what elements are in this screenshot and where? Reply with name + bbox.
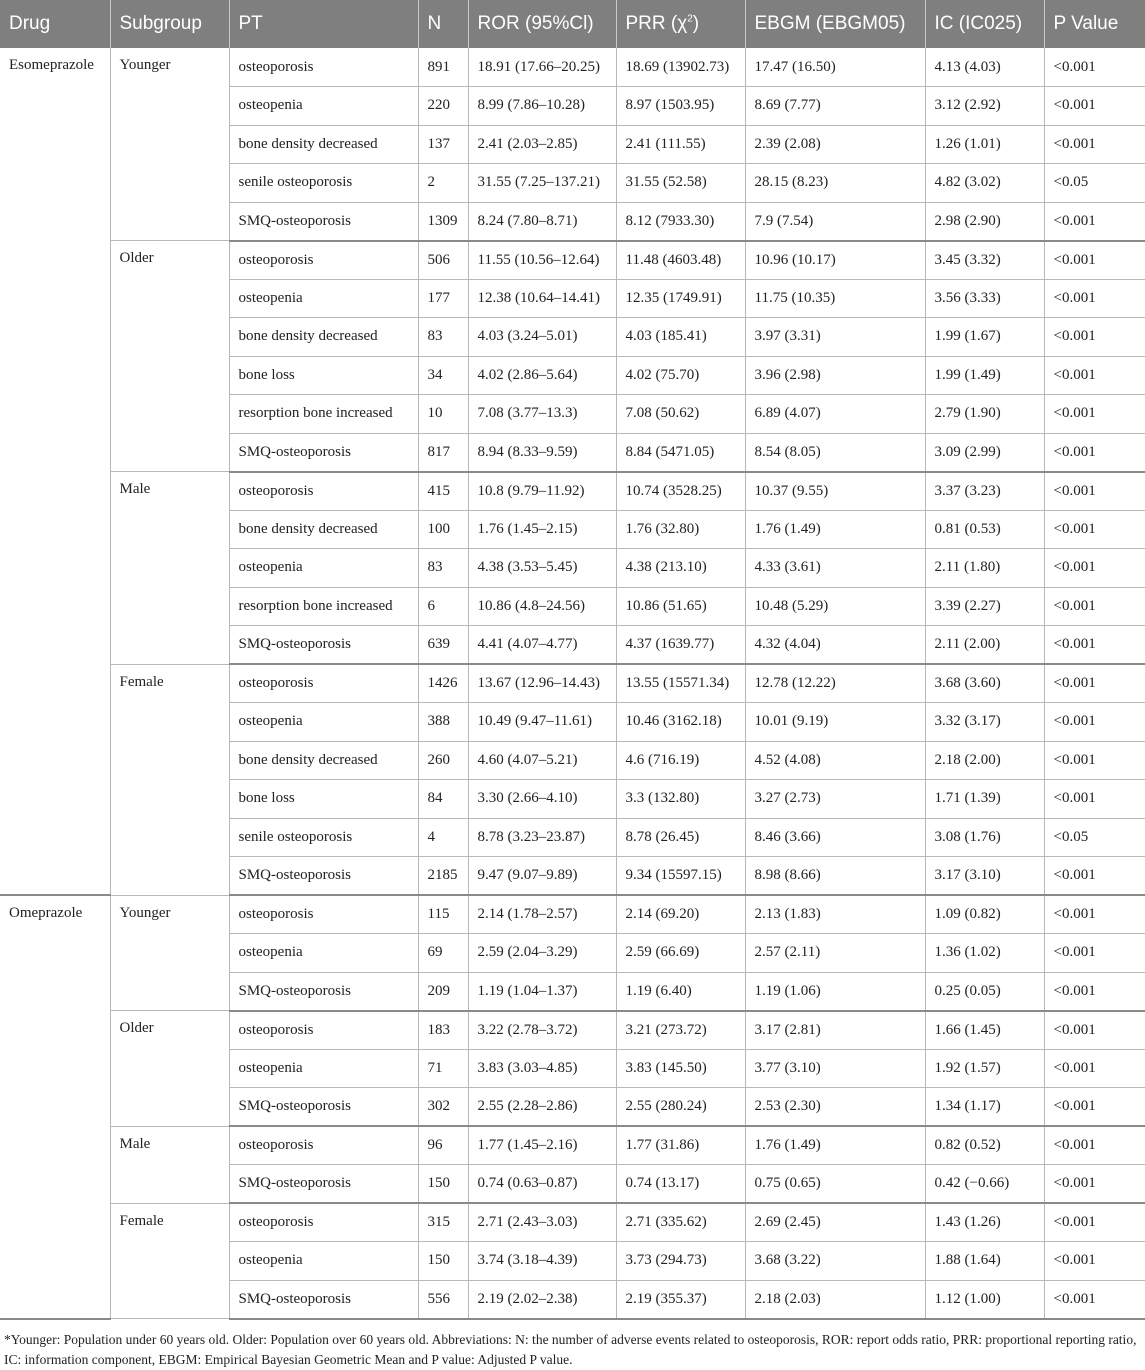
prr-cell: 8.78 (26.45) [616,818,745,857]
pt-cell: osteopenia [229,1049,418,1088]
p-value-cell: <0.001 [1044,1088,1145,1127]
p-value-cell: <0.001 [1044,626,1145,665]
ebgm-cell: 2.57 (2.11) [745,934,925,973]
ic-cell: 0.42 (−0.66) [925,1165,1044,1204]
ic-cell: 3.08 (1.76) [925,818,1044,857]
pt-cell: bone density decreased [229,318,418,357]
header-prr-prefix: PRR ( [625,13,678,34]
table-row [0,1203,1145,1242]
n-cell: 6 [418,587,468,626]
header-subgroup: Subgroup [110,0,229,48]
ebgm-cell: 1.76 (1.49) [745,1126,925,1165]
pt-cell: bone density decreased [229,741,418,780]
n-cell: 1309 [418,202,468,241]
n-cell: 556 [418,1280,468,1319]
ror-cell: 9.47 (9.07–9.89) [468,857,616,896]
n-cell: 4 [418,818,468,857]
pt-cell: SMQ-osteoporosis [229,1165,418,1204]
n-cell: 209 [418,972,468,1011]
n-cell: 96 [418,1126,468,1165]
subgroup-cell: Male [110,472,229,665]
table-row [0,48,1145,87]
ror-cell: 11.55 (10.56–12.64) [468,241,616,280]
ic-cell: 3.37 (3.23) [925,472,1044,511]
p-value-cell: <0.001 [1044,395,1145,434]
header-ebgm: EBGM (EBGM05) [745,0,925,48]
n-cell: 315 [418,1203,468,1242]
prr-cell: 31.55 (52.58) [616,164,745,203]
p-value-cell: <0.001 [1044,857,1145,896]
subgroup-cell: Female [110,664,229,895]
ror-cell: 2.59 (2.04–3.29) [468,934,616,973]
prr-cell: 3.83 (145.50) [616,1049,745,1088]
prr-cell: 4.37 (1639.77) [616,626,745,665]
p-value-cell: <0.001 [1044,87,1145,126]
header-prr-chi: χ [677,13,688,34]
ebgm-cell: 3.68 (3.22) [745,1242,925,1281]
ror-cell: 2.55 (2.28–2.86) [468,1088,616,1127]
subgroup-cell: Male [110,1126,229,1203]
ebgm-cell: 2.13 (1.83) [745,895,925,934]
ror-cell: 4.02 (2.86–5.64) [468,356,616,395]
subgroup-cell: Younger [110,895,229,1011]
ror-cell: 2.14 (1.78–2.57) [468,895,616,934]
ror-cell: 7.08 (3.77–13.3) [468,395,616,434]
p-value-cell: <0.001 [1044,510,1145,549]
ror-cell: 2.19 (2.02–2.38) [468,1280,616,1319]
ic-cell: 1.99 (1.49) [925,356,1044,395]
ror-cell: 10.49 (9.47–11.61) [468,703,616,742]
prr-cell: 1.76 (32.80) [616,510,745,549]
p-value-cell: <0.001 [1044,241,1145,280]
pt-cell: resorption bone increased [229,395,418,434]
p-value-cell: <0.001 [1044,895,1145,934]
n-cell: 388 [418,703,468,742]
n-cell: 34 [418,356,468,395]
ror-cell: 2.41 (2.03–2.85) [468,125,616,164]
pt-cell: SMQ-osteoporosis [229,626,418,665]
ebgm-cell: 1.76 (1.49) [745,510,925,549]
p-value-cell: <0.001 [1044,1165,1145,1204]
ic-cell: 1.88 (1.64) [925,1242,1044,1281]
ic-cell: 2.98 (2.90) [925,202,1044,241]
footnote: *Younger: Population under 60 years old. Older: Population over 60 years old. Abbreviations: N: the number of adverse events related to osteoporosis, ROR: report odds ratio, PRR: proportional reporting ratio, IC: information component, EBGM: Empirical Bayesian Geometric Mean and P value: Adjusted P value. [4,1331,1137,1367]
pt-cell: osteoporosis [229,1203,418,1242]
ic-cell: 3.17 (3.10) [925,857,1044,896]
n-cell: 115 [418,895,468,934]
ebgm-cell: 3.77 (3.10) [745,1049,925,1088]
pt-cell: osteopenia [229,87,418,126]
ror-cell: 1.76 (1.45–2.15) [468,510,616,549]
prr-cell: 9.34 (15597.15) [616,857,745,896]
header-prr-suffix: ) [692,13,700,34]
table-row [0,895,1145,934]
ebgm-cell: 2.53 (2.30) [745,1088,925,1127]
pt-cell: osteoporosis [229,48,418,87]
pt-cell: bone density decreased [229,125,418,164]
ic-cell: 0.82 (0.52) [925,1126,1044,1165]
n-cell: 177 [418,279,468,318]
ic-cell: 1.71 (1.39) [925,780,1044,819]
ror-cell: 18.91 (17.66–20.25) [468,48,616,87]
n-cell: 83 [418,549,468,588]
n-cell: 69 [418,934,468,973]
ror-cell: 2.71 (2.43–3.03) [468,1203,616,1242]
ic-cell: 3.39 (2.27) [925,587,1044,626]
pt-cell: SMQ-osteoporosis [229,433,418,472]
ic-cell: 1.66 (1.45) [925,1011,1044,1050]
p-value-cell: <0.05 [1044,164,1145,203]
pt-cell: osteopenia [229,934,418,973]
pt-cell: osteopenia [229,279,418,318]
prr-cell: 3.73 (294.73) [616,1242,745,1281]
prr-cell: 8.84 (5471.05) [616,433,745,472]
ebgm-cell: 3.27 (2.73) [745,780,925,819]
pt-cell: osteoporosis [229,241,418,280]
p-value-cell: <0.001 [1044,1203,1145,1242]
prr-cell: 12.35 (1749.91) [616,279,745,318]
table-row [0,472,1145,511]
ebgm-cell: 7.9 (7.54) [745,202,925,241]
n-cell: 506 [418,241,468,280]
p-value-cell: <0.001 [1044,741,1145,780]
pt-cell: SMQ-osteoporosis [229,1088,418,1127]
prr-cell: 2.55 (280.24) [616,1088,745,1127]
ebgm-cell: 6.89 (4.07) [745,395,925,434]
p-value-cell: <0.001 [1044,1242,1145,1281]
ebgm-cell: 3.96 (2.98) [745,356,925,395]
pt-cell: SMQ-osteoporosis [229,972,418,1011]
ic-cell: 1.92 (1.57) [925,1049,1044,1088]
header-row [0,0,1145,48]
ic-cell: 3.12 (2.92) [925,87,1044,126]
ic-cell: 1.26 (1.01) [925,125,1044,164]
ebgm-cell: 3.97 (3.31) [745,318,925,357]
pt-cell: osteopenia [229,1242,418,1281]
ebgm-cell: 17.47 (16.50) [745,48,925,87]
prr-cell: 10.74 (3528.25) [616,472,745,511]
ror-cell: 4.03 (3.24–5.01) [468,318,616,357]
header-prr-sup: 2 [687,13,693,25]
n-cell: 891 [418,48,468,87]
header-pt: PT [229,0,418,48]
prr-cell: 13.55 (15571.34) [616,664,745,703]
ic-cell: 1.12 (1.00) [925,1280,1044,1319]
ror-cell: 4.41 (4.07–4.77) [468,626,616,665]
n-cell: 71 [418,1049,468,1088]
ic-cell: 3.32 (3.17) [925,703,1044,742]
n-cell: 1426 [418,664,468,703]
p-value-cell: <0.001 [1044,48,1145,87]
drug-cell: Omeprazole [0,895,110,1319]
ebgm-cell: 4.32 (4.04) [745,626,925,665]
pt-cell: SMQ-osteoporosis [229,202,418,241]
ebgm-cell: 10.01 (9.19) [745,703,925,742]
p-value-cell: <0.001 [1044,587,1145,626]
ebgm-cell: 8.69 (7.77) [745,87,925,126]
n-cell: 302 [418,1088,468,1127]
prr-cell: 1.77 (31.86) [616,1126,745,1165]
n-cell: 260 [418,741,468,780]
header-ic: IC (IC025) [925,0,1044,48]
ror-cell: 4.60 (4.07–5.21) [468,741,616,780]
ror-cell: 8.99 (7.86–10.28) [468,87,616,126]
ror-cell: 31.55 (7.25–137.21) [468,164,616,203]
ic-cell: 2.18 (2.00) [925,741,1044,780]
prr-cell: 3.21 (273.72) [616,1011,745,1050]
p-value-cell: <0.001 [1044,1049,1145,1088]
ror-cell: 13.67 (12.96–14.43) [468,664,616,703]
ic-cell: 3.68 (3.60) [925,664,1044,703]
header-ror: ROR (95%Cl) [468,0,616,48]
pt-cell: resorption bone increased [229,587,418,626]
n-cell: 2185 [418,857,468,896]
ebgm-cell: 10.48 (5.29) [745,587,925,626]
subgroup-cell: Younger [110,48,229,241]
p-value-cell: <0.001 [1044,1011,1145,1050]
p-value-cell: <0.001 [1044,703,1145,742]
header-drug: Drug [0,0,110,48]
prr-cell: 1.19 (6.40) [616,972,745,1011]
ror-cell: 3.83 (3.03–4.85) [468,1049,616,1088]
ror-cell: 10.8 (9.79–11.92) [468,472,616,511]
n-cell: 639 [418,626,468,665]
table-row [0,664,1145,703]
ebgm-cell: 3.17 (2.81) [745,1011,925,1050]
ebgm-cell: 8.54 (8.05) [745,433,925,472]
ebgm-cell: 0.75 (0.65) [745,1165,925,1204]
ror-cell: 8.78 (3.23–23.87) [468,818,616,857]
prr-cell: 0.74 (13.17) [616,1165,745,1204]
p-value-cell: <0.001 [1044,125,1145,164]
prr-cell: 8.12 (7933.30) [616,202,745,241]
pt-cell: bone density decreased [229,510,418,549]
header-p-value: P Value [1044,0,1145,48]
ror-cell: 8.24 (7.80–8.71) [468,202,616,241]
p-value-cell: <0.001 [1044,356,1145,395]
pt-cell: bone loss [229,356,418,395]
n-cell: 83 [418,318,468,357]
ror-cell: 8.94 (8.33–9.59) [468,433,616,472]
ebgm-cell: 2.69 (2.45) [745,1203,925,1242]
ebgm-cell: 4.33 (3.61) [745,549,925,588]
ic-cell: 4.13 (4.03) [925,48,1044,87]
subgroup-cell: Older [110,1011,229,1127]
pt-cell: osteoporosis [229,472,418,511]
n-cell: 150 [418,1165,468,1204]
p-value-cell: <0.001 [1044,934,1145,973]
ebgm-cell: 12.78 (12.22) [745,664,925,703]
table-row [0,241,1145,280]
prr-cell: 4.02 (75.70) [616,356,745,395]
prr-cell: 2.19 (355.37) [616,1280,745,1319]
ic-cell: 1.34 (1.17) [925,1088,1044,1127]
n-cell: 84 [418,780,468,819]
ic-cell: 3.45 (3.32) [925,241,1044,280]
ic-cell: 0.81 (0.53) [925,510,1044,549]
prr-cell: 2.59 (66.69) [616,934,745,973]
ebgm-cell: 2.18 (2.03) [745,1280,925,1319]
pt-cell: osteopenia [229,549,418,588]
pt-cell: osteopenia [229,703,418,742]
ebgm-cell: 10.96 (10.17) [745,241,925,280]
p-value-cell: <0.001 [1044,1280,1145,1319]
table-body [0,48,1145,1319]
p-value-cell: <0.001 [1044,664,1145,703]
p-value-cell: <0.001 [1044,202,1145,241]
p-value-cell: <0.001 [1044,433,1145,472]
p-value-cell: <0.001 [1044,1126,1145,1165]
subgroup-cell: Female [110,1203,229,1319]
ebgm-cell: 4.52 (4.08) [745,741,925,780]
ic-cell: 1.43 (1.26) [925,1203,1044,1242]
pt-cell: senile osteoporosis [229,818,418,857]
ror-cell: 12.38 (10.64–14.41) [468,279,616,318]
ror-cell: 4.38 (3.53–5.45) [468,549,616,588]
table-row [0,1011,1145,1050]
n-cell: 100 [418,510,468,549]
ic-cell: 1.99 (1.67) [925,318,1044,357]
ic-cell: 1.09 (0.82) [925,895,1044,934]
header-n: N [418,0,468,48]
prr-cell: 7.08 (50.62) [616,395,745,434]
pt-cell: osteoporosis [229,1011,418,1050]
ic-cell: 4.82 (3.02) [925,164,1044,203]
ic-cell: 1.36 (1.02) [925,934,1044,973]
prr-cell: 4.6 (716.19) [616,741,745,780]
ebgm-cell: 2.39 (2.08) [745,125,925,164]
pt-cell: bone loss [229,780,418,819]
pt-cell: osteoporosis [229,895,418,934]
pt-cell: senile osteoporosis [229,164,418,203]
ebgm-cell: 10.37 (9.55) [745,472,925,511]
prr-cell: 10.46 (3162.18) [616,703,745,742]
ebgm-cell: 28.15 (8.23) [745,164,925,203]
p-value-cell: <0.001 [1044,318,1145,357]
n-cell: 137 [418,125,468,164]
ror-cell: 3.22 (2.78–3.72) [468,1011,616,1050]
table-header [0,0,1145,48]
p-value-cell: <0.05 [1044,818,1145,857]
pt-cell: SMQ-osteoporosis [229,857,418,896]
prr-cell: 4.03 (185.41) [616,318,745,357]
n-cell: 817 [418,433,468,472]
ic-cell: 3.09 (2.99) [925,433,1044,472]
ebgm-cell: 8.46 (3.66) [745,818,925,857]
ic-cell: 0.25 (0.05) [925,972,1044,1011]
ror-cell: 3.30 (2.66–4.10) [468,780,616,819]
pt-cell: osteoporosis [229,1126,418,1165]
prr-cell: 8.97 (1503.95) [616,87,745,126]
p-value-cell: <0.001 [1044,780,1145,819]
n-cell: 10 [418,395,468,434]
n-cell: 2 [418,164,468,203]
ror-cell: 1.77 (1.45–2.16) [468,1126,616,1165]
ebgm-cell: 1.19 (1.06) [745,972,925,1011]
ror-cell: 1.19 (1.04–1.37) [468,972,616,1011]
ic-cell: 2.11 (2.00) [925,626,1044,665]
ic-cell: 2.11 (1.80) [925,549,1044,588]
p-value-cell: <0.001 [1044,279,1145,318]
prr-cell: 3.3 (132.80) [616,780,745,819]
pt-cell: osteoporosis [229,664,418,703]
n-cell: 415 [418,472,468,511]
ic-cell: 3.56 (3.33) [925,279,1044,318]
p-value-cell: <0.001 [1044,972,1145,1011]
ror-cell: 0.74 (0.63–0.87) [468,1165,616,1204]
n-cell: 150 [418,1242,468,1281]
p-value-cell: <0.001 [1044,549,1145,588]
prr-cell: 2.71 (335.62) [616,1203,745,1242]
subgroup-cell: Older [110,241,229,472]
ebgm-cell: 11.75 (10.35) [745,279,925,318]
header-prr [616,0,745,48]
drug-cell: Esomeprazole [0,48,110,895]
prr-cell: 2.14 (69.20) [616,895,745,934]
prr-cell: 2.41 (111.55) [616,125,745,164]
ror-cell: 3.74 (3.18–4.39) [468,1242,616,1281]
n-cell: 183 [418,1011,468,1050]
ic-cell: 2.79 (1.90) [925,395,1044,434]
table-row [0,1126,1145,1165]
ebgm-cell: 8.98 (8.66) [745,857,925,896]
p-value-cell: <0.001 [1044,472,1145,511]
n-cell: 220 [418,87,468,126]
prr-cell: 18.69 (13902.73) [616,48,745,87]
pt-cell: SMQ-osteoporosis [229,1280,418,1319]
prr-cell: 10.86 (51.65) [616,587,745,626]
prr-cell: 4.38 (213.10) [616,549,745,588]
prr-cell: 11.48 (4603.48) [616,241,745,280]
ror-cell: 10.86 (4.8–24.56) [468,587,616,626]
